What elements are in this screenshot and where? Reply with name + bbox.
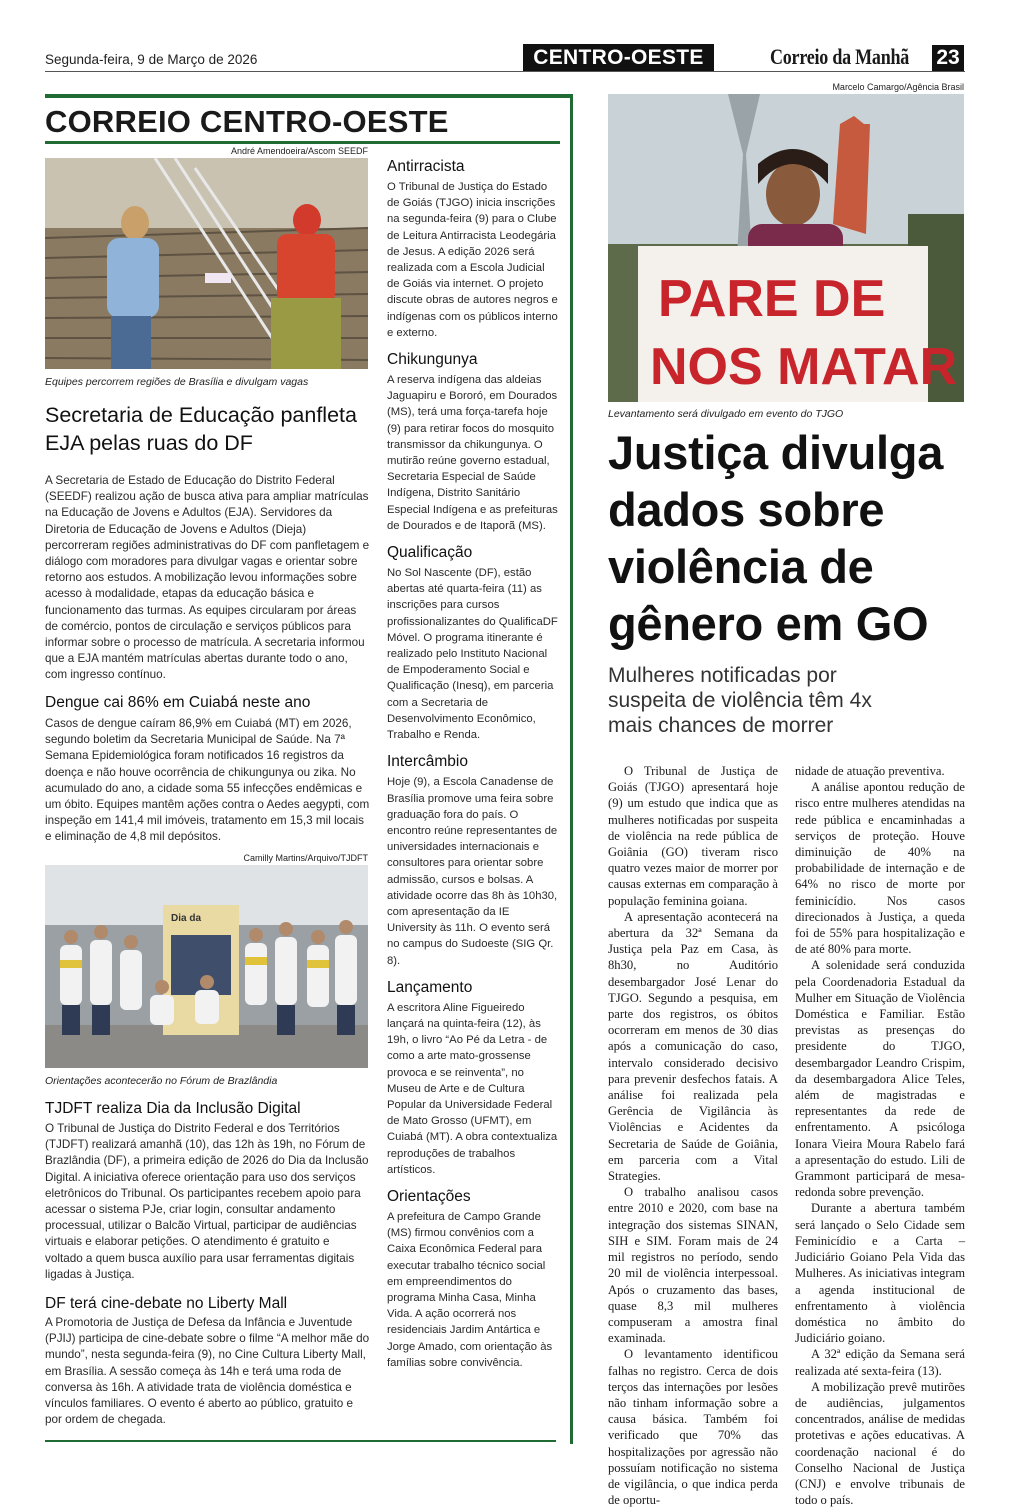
brief-body: A escritora Aline Figueiredo lançará na quinta-feira (12), às 19h, o livro “Ao Pé da Letra - de como a arte mato-grossense provoca e se reinventa”, no Museu de Arte e de Cultura Popular da Universidade Federal de Mato Grosso (UFMT), em Cuiabá (MT). A obra contextualiza reproduções de trabalhos artísticos. — [387, 1001, 558, 1176]
subhead-line: Mulheres notificadas por — [608, 664, 837, 687]
lead-headline: Secretaria de Educação panfleta EJA pelas ruas do DF — [45, 403, 357, 455]
issue-date: Segunda-feira, 9 de Março de 2026 — [45, 52, 258, 67]
paragraph: A apresentação acontecerá na abertura da 32ª Semana da Justiça pela Paz em Casa, às 8h30, no Auditório desembargador José Lenar do TJGO. Segundo a pesquisa, em parte dos registros, os óbitos ocorreram em menos de 30 dias após a comunicação do caso, intervalo considerado decisivo para prevenir desfechos fatais. A análise foi realizada pela Gerência de Vigilância às Violências e Acidentes da Secretaria de Saúde de Goiânia, em parceria com a Vital Strategies. — [608, 909, 778, 1184]
brief-body: A prefeitura de Campo Grande (MS) firmou convênios com a Caixa Econômica Federal para executar trabalho técnico social em empreendimentos do programa Minha Casa, Minha Vida. A ação ocorrerá nos residenciais Jardim Antártica e Jorge Amado, com orientação às famílias sobre convivência. — [387, 1210, 553, 1369]
photo1-credit: André Amendoeira/Ascom SEEDF — [230, 146, 368, 156]
brief-intercambio — [387, 752, 559, 968]
main-photo-protest — [608, 94, 964, 402]
cine-heading: DF terá cine-debate no Liberty Mall — [45, 1295, 288, 1312]
paragraph: A análise apontou redução de risco entre mulheres atendidas na rede pública e encaminhadas a serviços de proteção. Houve diminuição de 40% na probabilidade de internação e de 64% no risco de morte por feminicídio. Nos casos direcionados à Justiça, a queda foi de 55% para hospitalização e de até 80% para morte. — [795, 780, 965, 957]
brief-orientacoes — [387, 1187, 559, 1371]
tjdft-heading: TJDFT realiza Dia da Inclusão Digital — [45, 1100, 301, 1117]
photo-tjdft-group — [45, 865, 368, 1068]
dengue-heading: Dengue cai 86% em Cuiabá neste ano — [45, 694, 311, 711]
paragraph: A solenidade será conduzida pela Coordenadoria Estadual da Mulher em Situação de Violência Doméstica e Familiar. Estão previstas as presenças do presidente do TJGO, desembargador Leandro Crispim, da desembargadora Alice Teles, além de magistradas e representantes da rede de enfrentamento. A psicóloga Ionara Vieira Moura Rabelo fará a apresentação do estudo. Lili de Grammont participará de mesa-redonda sobre prevenção. — [795, 958, 965, 1200]
brief-heading: Lançamento — [387, 978, 473, 996]
brief-antirracista — [387, 157, 559, 341]
brief-heading: Chikungunya — [387, 351, 478, 369]
paragraph: O levantamento identificou falhas no registro. Cerca de dois terços das internações por lesões não tinham informação sobre a causa básica. Também foi verificado que 70% das hospitalizações por agressão não possuíam notificação no sistema de vigilância, o que indica perda de oportu- — [608, 1347, 778, 1508]
newspaper-logo: Correio da Manhã — [770, 44, 910, 69]
photo1-caption: Equipes percorrem regiões de Brasília e divulgam vagas — [45, 376, 309, 388]
box-title: CORREIO CENTRO-OESTE — [45, 104, 449, 139]
banner-text: Dia da — [171, 913, 202, 924]
paragraph: Durante a abertura também será lançado o Selo Cidade sem Feminicídio e a Carta – Judiciário Goiano Pela Vida das Mulheres. As iniciativas integram a agenda institucional de enfrentamento à violência doméstica no âmbito do Judiciário goiano. — [795, 1201, 965, 1346]
main-subheadline — [608, 663, 872, 738]
paragraph: O trabalho analisou casos entre 2010 e 2020, com base na integração dos sistemas SINAN, SIH e SIM. Foram mais de 24 mil registros no período, sendo 20 mil de violência interpessoal. Após o cruzamento das bases, quase 8,3 mil mulheres compuseram a amostra final examinada. — [608, 1185, 778, 1346]
brief-heading: Qualificação — [387, 544, 473, 562]
main-body-column-2 — [795, 763, 965, 1508]
cine-body: A Promotoria de Justiça de Defesa da Infância e Juventude (PJIJ) participa de cine-debate sobre o filme “A melhor mãe do mundo”, nesta segunda-feira (9), no Cine Cultura Liberty Mall, em Brasília. A sessão começa às 14h e terá uma roda de conversa às 16h. A atividade trata de violência doméstica e vínculos familiares. O evento é aberto ao público, gratuito e por ordem de chegada. — [45, 1316, 370, 1427]
brief-qualificacao — [387, 543, 559, 743]
header-divider — [45, 71, 965, 72]
briefs-column — [387, 157, 559, 1380]
headline-line: violência de — [608, 540, 874, 593]
brief-heading: Orientações — [387, 1187, 471, 1205]
brief-body: A reserva indígena das aldeias Jaguapiru e Bororó, em Dourados (MS), terá uma força-tarefa hoje (9) para retirar focos do mosquito transmissor da chikungunya. O mutirão reúne governo estadual, Secretaria Especial de Saúde Indígena, Distrito Sanitário Especial Indígena e as prefeituras de Dourados e de Itaporã (MS). — [387, 374, 558, 532]
section-label: CENTRO-OESTE — [523, 44, 714, 71]
headline-line: gênero em GO — [608, 597, 929, 650]
brief-heading: Antirracista — [387, 158, 465, 175]
paragraph: A 32ª edição da Semana será realizada até sexta-feira (13). — [795, 1347, 965, 1378]
tjdft-body: O Tribunal de Justiça do Distrito Federal e dos Territórios (TJDFT) realizará amanhã (10), das 12h às 19h, no Fórum de Brazlândia (DF), a primeira edição de 2026 do Dia da Inclusão Digital. A iniciativa oferece orientação para uso dos serviços eletrônicos do Tribunal. Os participantes recebem apoio para acessar o sistema PJe, criar login, consultar andamento processual, utilizar o Balcão Virtual, participar de audiências virtuais e elaborar petições. O atendimento é gratuito e voltado a quem busca auxílio para usar ferramentas digitais ligadas à Justiça. — [45, 1122, 369, 1281]
lead-body: A Secretaria de Estado de Educação do Distrito Federal (SEEDF) realizou ação de busca ativa para ampliar matrículas na Educação de Jovens e Adultos (EJA). Servidores da Diretoria de Educação de Jovens e Adultos (Dieja) percorreram regiões administrativas do DF com panfletagem e diálogo com moradores para divulgar vagas e orientar sobre retorno aos estudos. A mobilização levou informações sobre acesso à modalidade, etapas da educação básica e funcionamento das turmas. As equipes circularam por áreas de comércio, pontos de circulação e serviços públicos para informar sobre o processo de matrícula. A secretaria informou que a EJA mantém matrículas abertas durante todo o ano, com ingresso contínuo. — [45, 474, 370, 682]
paragraph: nidade de atuação preventiva. — [795, 764, 945, 778]
main-photo-credit: Marcelo Camargo/Agência Brasil — [832, 82, 964, 92]
box-bottom-border — [45, 1440, 556, 1442]
main-headline — [608, 424, 943, 652]
box-right-border — [570, 94, 573, 1444]
sign-text-line2: NOS MATAR — [650, 338, 958, 396]
brief-heading: Intercâmbio — [387, 753, 468, 771]
paragraph: A mobilização prevê mutirões de audiências, julgamentos concentrados, análise de medidas protetivas e ações educativas. A coordenação nacional é do Conselho Nacional de Justiça (CNJ) e envolve tribunais de todo o país. — [795, 1379, 965, 1508]
brief-body: Hoje (9), a Escola Canadense de Brasília promove uma feira sobre graduação fora do país. O encontro reúne representantes de universidades internacionais e consultores para orientar sobre admissão, cursos e bolsas. A atividade ocorre das 8h às 10h30, com apresentação da IE University às 11h. O evento será no campus do Sudoeste (SIG Qr. 8). — [387, 776, 558, 967]
headline-line: dados sobre — [608, 483, 885, 536]
dengue-body: Casos de dengue caíram 86,9% em Cuiabá (MT) em 2026, segundo boletim da Secretaria Municipal de Saúde. Na 7ª Semana Epidemiológica foram notificados 16 registros da doença e não houve ocorrência de chikungunya ou zika. No acumulado do ano, a cidade soma 55 infecções endêmicas e um óbito. Equipes mantêm ações contra o Aedes aegypti, com inspeção em 141,4 mil imóveis, tratamento em 15,3 mil locais e eliminação de 4,8 mil depósitos. — [45, 717, 370, 844]
page-number: 23 — [932, 45, 964, 71]
photo2-caption: Orientações acontecerão no Fórum de Brazlândia — [45, 1075, 278, 1087]
main-body-column-1 — [608, 763, 778, 1508]
brief-lancamento — [387, 978, 559, 1178]
photo-leafleting — [45, 158, 368, 369]
headline-line: Justiça divulga — [608, 426, 944, 479]
box-top-border — [45, 94, 573, 98]
brief-body: No Sol Nascente (DF), estão abertas até quarta-feira (11) as inscrições para cursos profissionalizantes do QualificaDF Móvel. O programa itinerante é realizado pelo Instituto Nacional de Empoderamento Social e Qualificação (Inesq), em parceria com a Secretaria de Desenvolvimento Econômico, Trabalho e Renda. — [387, 567, 558, 742]
paragraph: O Tribunal de Justiça de Goiás (TJGO) apresentará hoje (9) um estudo que indica que as mulheres notificadas por suspeita de violência na rede pública de Goiânia (GO) tiveram risco quatro vezes maior de morrer por causas externas em comparação à população feminina goiana. — [608, 764, 778, 908]
subhead-line: suspeita de violência têm 4x — [608, 689, 872, 712]
box-title-underline — [45, 141, 560, 144]
photo2-credit: Camilly Martins/Arquivo/TJDFT — [243, 853, 368, 863]
brief-body: O Tribunal de Justiça do Estado de Goiás (TJGO) inicia inscrições na segunda-feira (9) para o Clube de Leitura Antirracista Leodegária de Jesus. A edição 2026 será realizada com a Escola Judicial de Goiás via internet. O projeto discute obras de autores negros e indígenas com os públicos interno e externo. — [387, 181, 558, 339]
subhead-line: mais chances de morrer — [608, 714, 834, 737]
brief-chikungunya — [387, 350, 559, 534]
main-photo-caption: Levantamento será divulgado em evento do TJGO — [608, 408, 844, 420]
sign-text-line1: PARE DE — [658, 270, 886, 328]
